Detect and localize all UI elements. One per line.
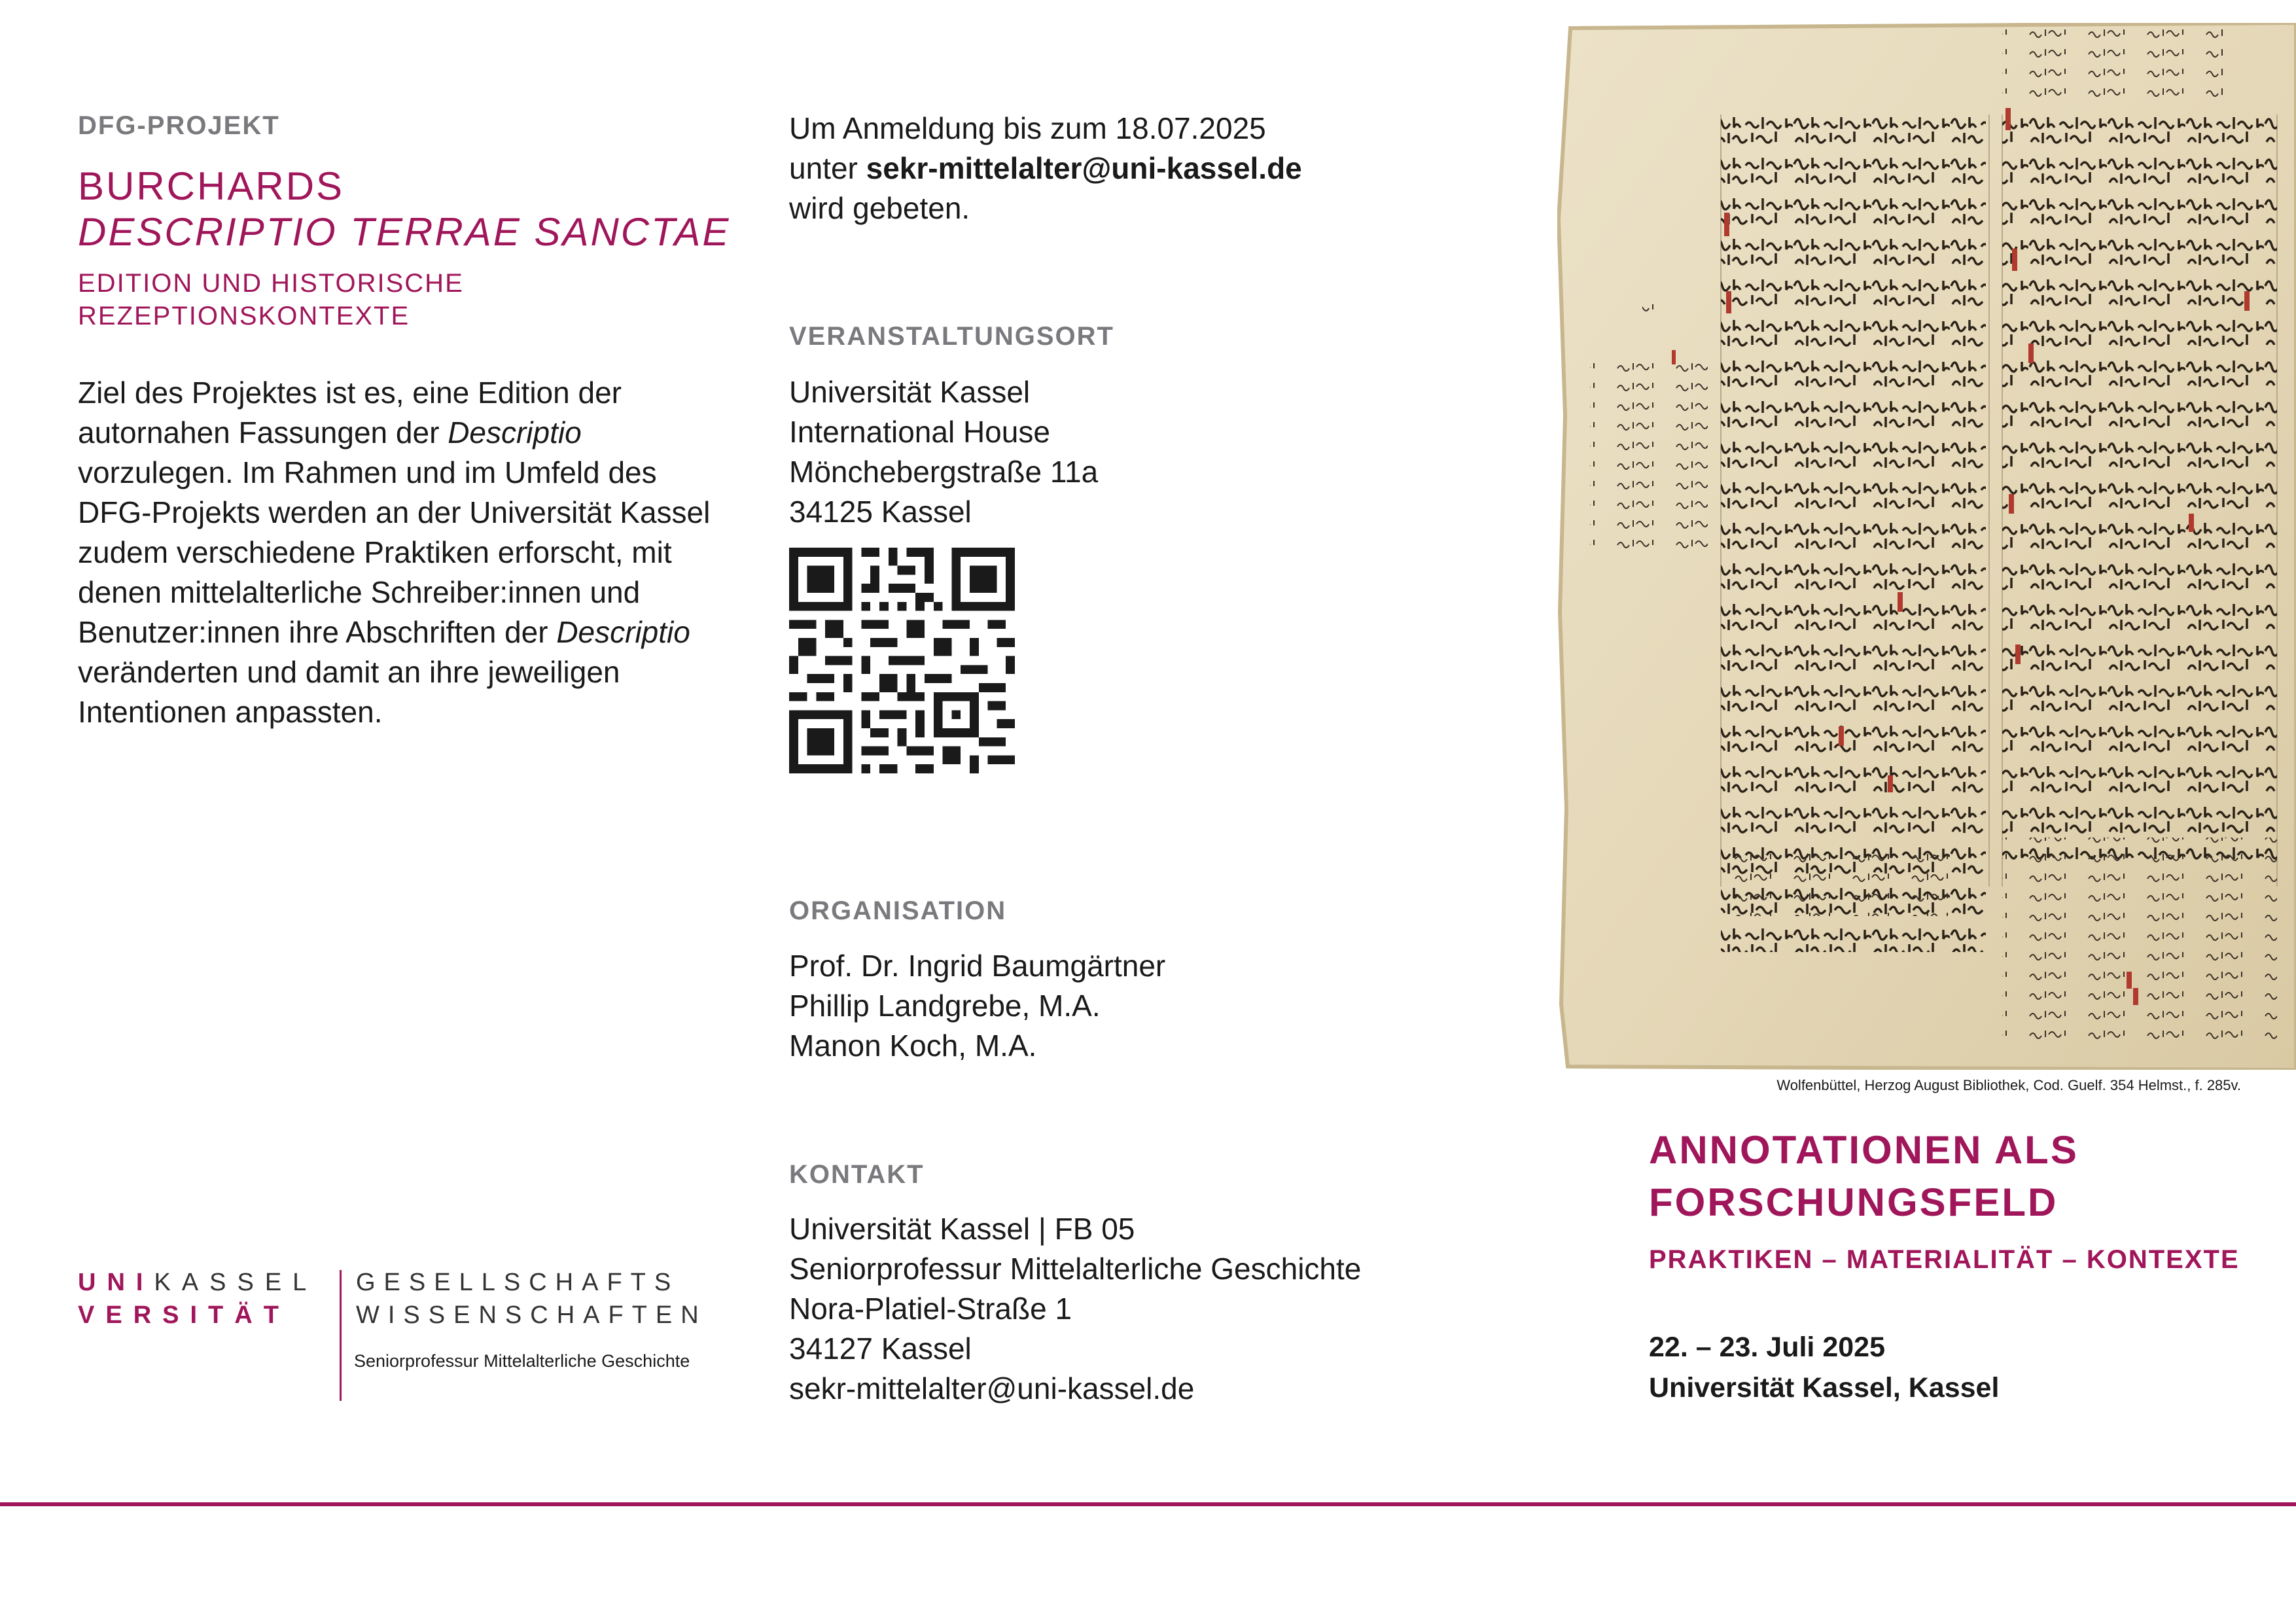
contact-line: Universität Kassel | FB 05 bbox=[789, 1212, 1135, 1246]
registration-notice bbox=[789, 109, 1443, 228]
address-line: Mönchebergstraße 11a bbox=[789, 455, 1099, 489]
project-description bbox=[78, 373, 713, 732]
contact-line: Nora-Platiel-Straße 1 bbox=[789, 1292, 1072, 1326]
organiser-name: Prof. Dr. Ingrid Baumgärtner bbox=[789, 949, 1166, 983]
bottom-rule bbox=[0, 1502, 2296, 1506]
project-kicker: DFG-PROJEKT bbox=[78, 111, 280, 140]
contact-line: 34127 Kassel bbox=[789, 1332, 972, 1366]
desc-line: vorzulegen. Im Rahmen und im Umfeld des bbox=[78, 455, 657, 489]
desc-line: zudem verschiedene Praktiken erforscht, mit bbox=[78, 535, 672, 569]
contact-line: Seniorprofessur Mittelalterliche Geschichte bbox=[789, 1252, 1362, 1286]
desc-line: veränderten und damit an ihre jeweiligen bbox=[78, 655, 620, 689]
organisation-heading: ORGANISATION bbox=[789, 896, 1007, 925]
desc-line: denen mittelalterliche Schreiber:innen und bbox=[78, 575, 641, 609]
qr-code[interactable] bbox=[789, 548, 1015, 773]
address-line: International House bbox=[789, 415, 1050, 449]
organiser-name: Manon Koch, M.A. bbox=[789, 1029, 1037, 1063]
manuscript-image bbox=[1557, 23, 2296, 1070]
address-line: Universität Kassel bbox=[789, 375, 1031, 409]
organiser-name: Phillip Landgrebe, M.A. bbox=[789, 989, 1101, 1023]
event-subtitle: PRAKTIKEN – MATERIALITÄT – KONTEXTE bbox=[1649, 1245, 2240, 1274]
project-title-italic: DESCRIPTIO TERRAE SANCTAE bbox=[78, 210, 731, 254]
organisation-list bbox=[789, 946, 1165, 1066]
desc-line: DFG-Projekts werden an der Universität Kassel bbox=[78, 495, 711, 529]
logo-faculty-line1: GESELLSCHAFTS bbox=[356, 1269, 680, 1296]
event-title: ANNOTATIONEN ALS bbox=[1649, 1128, 2079, 1172]
event-place: Universität Kassel, Kassel bbox=[1649, 1372, 2000, 1403]
registration-line: wird gebeten. bbox=[789, 191, 970, 225]
logo-chair: Seniorprofessur Mittelalterliche Geschichte bbox=[354, 1351, 690, 1371]
desc-line: Benutzer:innen ihre Abschriften der Descriptio bbox=[78, 615, 690, 649]
registration-email-link[interactable]: sekr-mittelalter@uni-kassel.de bbox=[866, 151, 1302, 185]
logo-wordmark-line2: VERSITÄT bbox=[78, 1301, 290, 1329]
event-title-line2: FORSCHUNGSFELD bbox=[1649, 1180, 2058, 1224]
venue-address bbox=[789, 372, 1098, 532]
contact-heading: KONTAKT bbox=[789, 1160, 925, 1189]
desc-line: autornahen Fassungen der Descriptio bbox=[78, 415, 582, 450]
desc-line: Intentionen anpassten. bbox=[78, 695, 383, 729]
logo-divider bbox=[340, 1270, 342, 1401]
desc-line: Ziel des Projektes ist es, eine Edition der bbox=[78, 376, 622, 410]
registration-line: unter sekr-mittelalter@uni-kassel.de bbox=[789, 151, 1302, 185]
venue-heading: VERANSTALTUNGSORT bbox=[789, 322, 1114, 351]
logo-wordmark-line1: UNIKASSEL bbox=[78, 1269, 318, 1296]
logo-faculty-line2: WISSENSCHAFTEN bbox=[356, 1301, 707, 1329]
event-date: 22. – 23. Juli 2025 bbox=[1649, 1332, 1885, 1363]
project-title: BURCHARDS bbox=[78, 164, 345, 208]
contact-email-link[interactable]: sekr-mittelalter@uni-kassel.de bbox=[789, 1371, 1195, 1405]
registration-line: Um Anmeldung bis zum 18.07.2025 bbox=[789, 111, 1266, 145]
image-caption: Wolfenbüttel, Herzog August Bibliothek, Cod. Guelf. 354 Helmst., f. 285v. bbox=[1776, 1077, 2241, 1093]
contact-address bbox=[789, 1209, 1361, 1409]
university-logo bbox=[78, 1266, 732, 1403]
project-subtitle: EDITION UND HISTORISCHE REZEPTIONSKONTEXTE bbox=[78, 269, 464, 330]
address-line: 34125 Kassel bbox=[789, 495, 972, 529]
